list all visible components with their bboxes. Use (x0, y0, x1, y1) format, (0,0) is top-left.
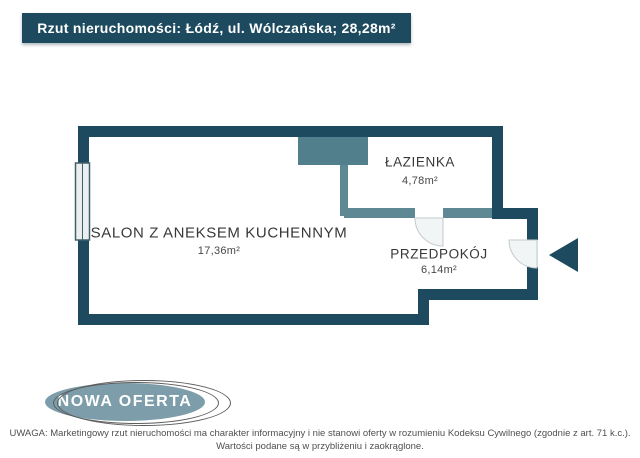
room-area-salon: 17,36m² (197, 245, 241, 257)
logo-text: NOWA OFERTA (57, 393, 193, 410)
logo-ring-outer (57, 380, 231, 426)
room-label-hall: PRZEDPOKÓJ (390, 246, 488, 262)
door-swing-entrance-icon (509, 240, 537, 268)
wall-partition-bathroom-bottom-right (443, 208, 492, 218)
disclaimer-line1: UWAGA: Marketingowy rzut nieruchomości ma charakter informacyjny i nie stanowi oferty w rozumieniu Kodeksu Cywilnego (zgodnie z art. 71 k.c.). (9, 428, 631, 439)
page-title: Rzut nieruchomości: Łódź, ul. Wólczańska; 28,28m² (37, 20, 396, 36)
wall-partition-bathroom-bottom-left (344, 208, 415, 218)
room-area-bathroom: 4,78m² (401, 175, 439, 187)
disclaimer-line2: Wartości podane są w przybliżeniu i zaokrąglone. (216, 441, 424, 452)
room-label-salon: SALON Z ANEKSEM KUCHENNYM (90, 224, 348, 242)
wall-salon-bottom (78, 314, 429, 325)
wall-top (78, 126, 503, 137)
room-label-bathroom: ŁAZIENKA (384, 154, 456, 170)
wall-bathroom-right (492, 126, 503, 219)
door-swing-bathroom-icon (415, 218, 443, 246)
disclaimer (0, 427, 640, 453)
window-icon (76, 163, 90, 240)
wall-hall-right-upper (527, 208, 538, 241)
agency-logo (45, 380, 235, 426)
wall-partition-salon-bathroom (340, 158, 348, 216)
entrance-arrow-icon (549, 238, 578, 272)
kitchen-annex-block (298, 137, 368, 165)
room-area-hall: 6,14m² (420, 264, 458, 276)
wall-hall-bottom (418, 289, 538, 300)
